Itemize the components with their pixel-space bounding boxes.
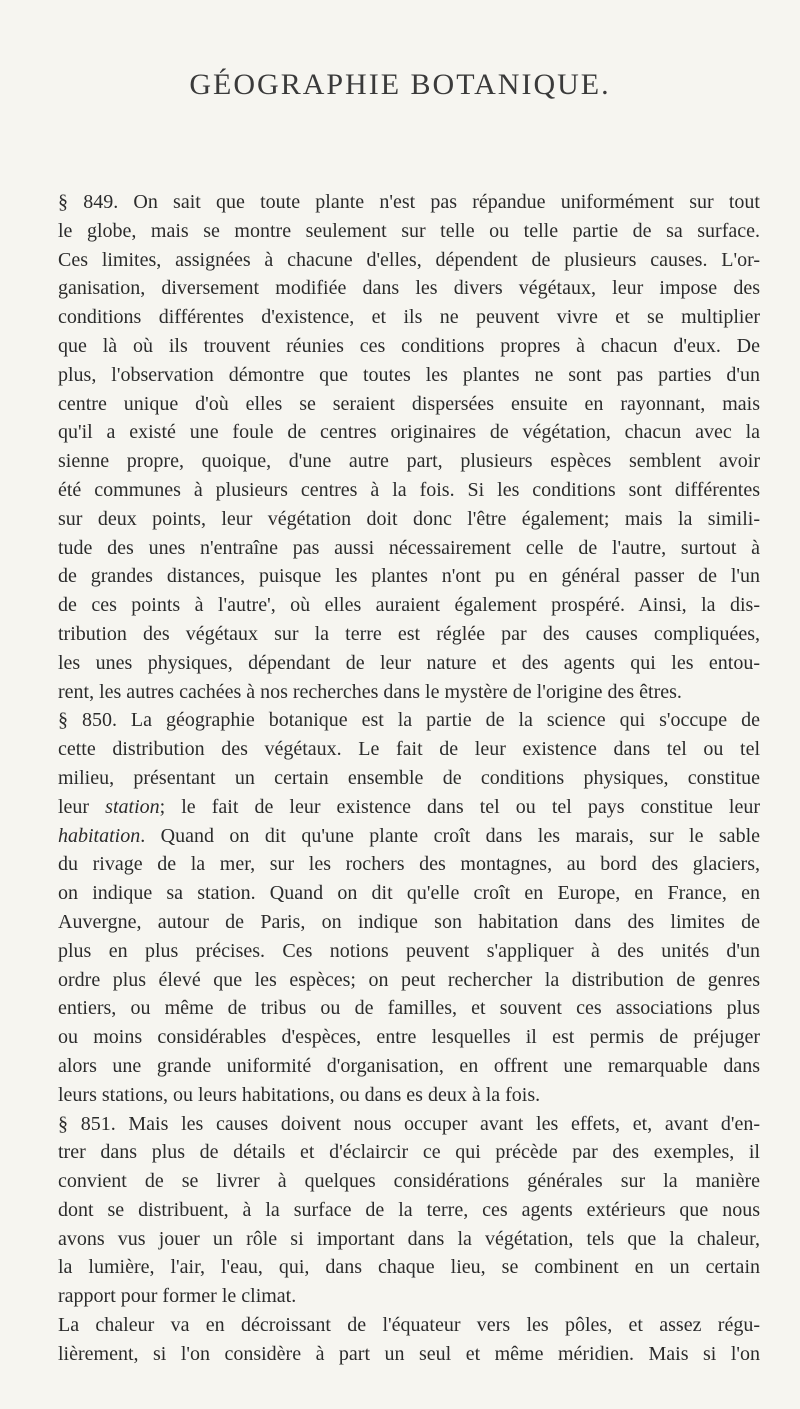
text-line: § 851. Mais les causes doivent nous occuper avant les effets, et, avant d'en- (58, 1112, 760, 1135)
text-line: leur station; le fait de leur existence dans tel ou tel pays constitue leur (58, 795, 760, 818)
text-line: plus, l'observation démontre que toutes les plantes ne sont pas parties d'un (58, 363, 760, 386)
text-line: conditions différentes d'existence, et ils ne peuvent vivre et se multiplier (58, 306, 760, 329)
text-line: § 849. On sait que toute plante n'est pas répandue uniformément sur tout (58, 191, 760, 213)
text-line: tude des unes n'entraîne pas aussi nécessairement celle de l'autre, surtout à (58, 536, 760, 559)
text-line: que là où ils trouvent réunies ces conditions propres à chacun d'eux. De (58, 334, 760, 357)
text-line: sienne propre, quoique, d'une autre part, plusieurs espèces semblent avoir (58, 450, 760, 473)
text-line: Auvergne, autour de Paris, on indique son habitation dans des limites de (58, 910, 760, 933)
text-line: sur deux points, leur végétation doit donc l'être également; mais la simili- (58, 507, 760, 530)
text-line: convient de se livrer à quelques considérations générales sur la manière (58, 1170, 760, 1193)
text-line: le globe, mais se montre seulement sur telle ou telle partie de sa surface. (58, 219, 760, 242)
text-line: ou moins considérables d'espèces, entre lesquelles il est permis de préjuger (58, 1026, 760, 1049)
text-line: on indique sa station. Quand on dit qu'elle croît en Europe, en France, en (58, 882, 760, 905)
running-head: GÉOGRAPHIE BOTANIQUE. (189, 68, 611, 101)
text-line: Ces limites, assignées à chacune d'elles, dépendent de plusieurs causes. L'or- (58, 248, 760, 271)
text-line: dont se distribuent, à la surface de la terre, ces agents extérieurs que nous (58, 1198, 760, 1221)
text-line: centre unique d'où elles se seraient dispersées ensuite en rayonnant, mais (58, 392, 760, 415)
text-line: trer dans plus de détails et d'éclaircir ce qui précède par des exemples, il (58, 1141, 760, 1164)
text-line: alors une grande uniformité d'organisation, en offrent une remarquable dans (58, 1054, 760, 1077)
text-line: rapport pour former le climat. (58, 1285, 297, 1308)
text-line: lièrement, si l'on considère à part un seul et même méridien. Mais si l'on (58, 1342, 760, 1365)
text-line: ganisation, diversement modifiée dans les divers végétaux, leur impose des (58, 277, 760, 300)
text-line: entiers, ou même de tribus ou de familles, et souvent ces associations plus (58, 997, 760, 1020)
text-line: La chaleur va en décroissant de l'équateur vers les pôles, et assez régu- (58, 1314, 760, 1337)
body-text (58, 188, 760, 1369)
text-line: cette distribution des végétaux. Le fait de leur existence dans tel ou tel (58, 738, 760, 761)
text-line: § 850. La géographie botanique est la partie de la science qui s'occupe de (58, 709, 760, 732)
text-line: de ces points à l'autre', où elles auraient également prospéré. Ainsi, la dis- (58, 594, 760, 617)
text-line: ordre plus élevé que les espèces; on peut rechercher la distribution de genres (58, 968, 760, 991)
text-line: avons vus jouer un rôle si important dans la végétation, tels que la chaleur, (58, 1227, 760, 1250)
text-line: leurs stations, ou leurs habitations, ou dans es deux à la fois. (58, 1083, 541, 1106)
text-line: du rivage de la mer, sur les rochers des montagnes, au bord des glaciers, (58, 853, 760, 876)
text-line: été communes à plusieurs centres à la fois. Si les conditions sont différentes (58, 478, 760, 501)
text-line: rent, les autres cachées à nos recherches dans le mystère de l'origine des êtres. (58, 680, 682, 703)
text-line: milieu, présentant un certain ensemble de conditions physiques, constitue (58, 766, 760, 789)
text-line: les unes physiques, dépendant de leur nature et des agents qui les entou- (58, 651, 760, 674)
text-line: qu'il a existé une foule de centres originaires de végétation, chacun avec la (58, 421, 760, 444)
text-line: habitation. Quand on dit qu'une plante croît dans les marais, sur le sable (58, 824, 760, 847)
text-line: tribution des végétaux sur la terre est réglée par des causes compliquées, (58, 622, 760, 645)
text-line: de grandes distances, puisque les plantes n'ont pu en général passer de l'un (58, 565, 760, 588)
text-line: la lumière, l'air, l'eau, qui, dans chaque lieu, se combinent en un certain (58, 1256, 760, 1279)
text-line: plus en plus précises. Ces notions peuvent s'appliquer à des unités d'un (58, 939, 760, 962)
